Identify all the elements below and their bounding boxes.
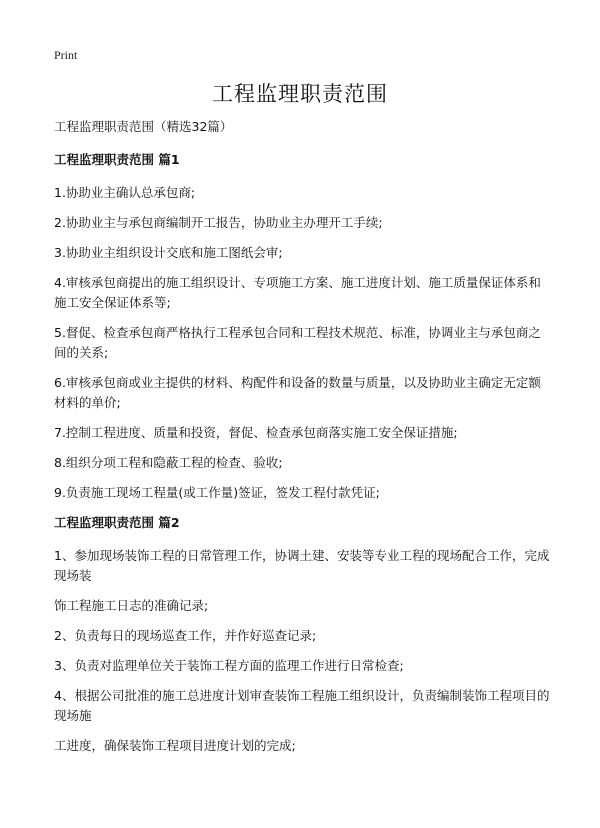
paragraph: 8.组织分项工程和隐蔽工程的检查、验收; [54,455,283,470]
paragraph: 2、负责每日的现场巡查工作，并作好巡查记录; [54,628,317,643]
paragraph: 1.协助业主确认总承包商; [54,185,196,200]
paragraph: 1、参加现场装饰工程的日常管理工作，协调土建、安装等专业工程的现场配合工作，完成现场装 [54,548,550,583]
paragraph: 工进度，确保装饰工程项目进度计划的完成; [54,738,296,753]
paragraph: 7.控制工程进度、质量和投资，督促、检查承包商落实施工安全保证措施; [54,425,458,440]
document-body [54,117,550,766]
paragraph: 2.协助业主与承包商编制开工报告，协助业主办理开工手续; [54,215,383,230]
paragraph: 4.审核承包商提出的施工组织设计、专项施工方案、施工进度计划、施工质量保证体系和施工安全保证体系等; [54,275,541,310]
section-heading: 工程监理职责范围 篇2 [54,515,180,530]
paragraph: 饰工程施工日志的准确记录; [54,598,209,613]
section-2 [54,513,550,756]
document-title: 工程监理职责范围 [212,82,388,106]
section-1 [54,150,550,503]
paragraph: 6.审核承包商或业主提供的材料、构配件和设备的数量与质量，以及协助业主确定无定额材料的单价; [54,375,541,410]
paragraph: 5.督促、检查承包商严格执行工程承包合同和工程技术规范、标准，协调业主与承包商之间的关系; [54,325,541,360]
paragraph: 3、负责对监理单位关于装饰工程方面的监理工作进行日常检查; [54,658,404,673]
print-label: Print [54,48,78,62]
paragraph: 9.负责施工现场工程量(或工作量)签证，签发工程付款凭证; [54,485,380,500]
document-subtitle: 工程监理职责范围（精选32篇） [54,119,233,134]
paragraph: 4、根据公司批准的施工总进度计划审查装饰工程施工组织设计，负责编制装饰工程项目的现场施 [54,688,550,723]
section-heading: 工程监理职责范围 篇1 [54,152,180,167]
paragraph: 3.协助业主组织设计交底和施工图纸会审; [54,245,283,260]
